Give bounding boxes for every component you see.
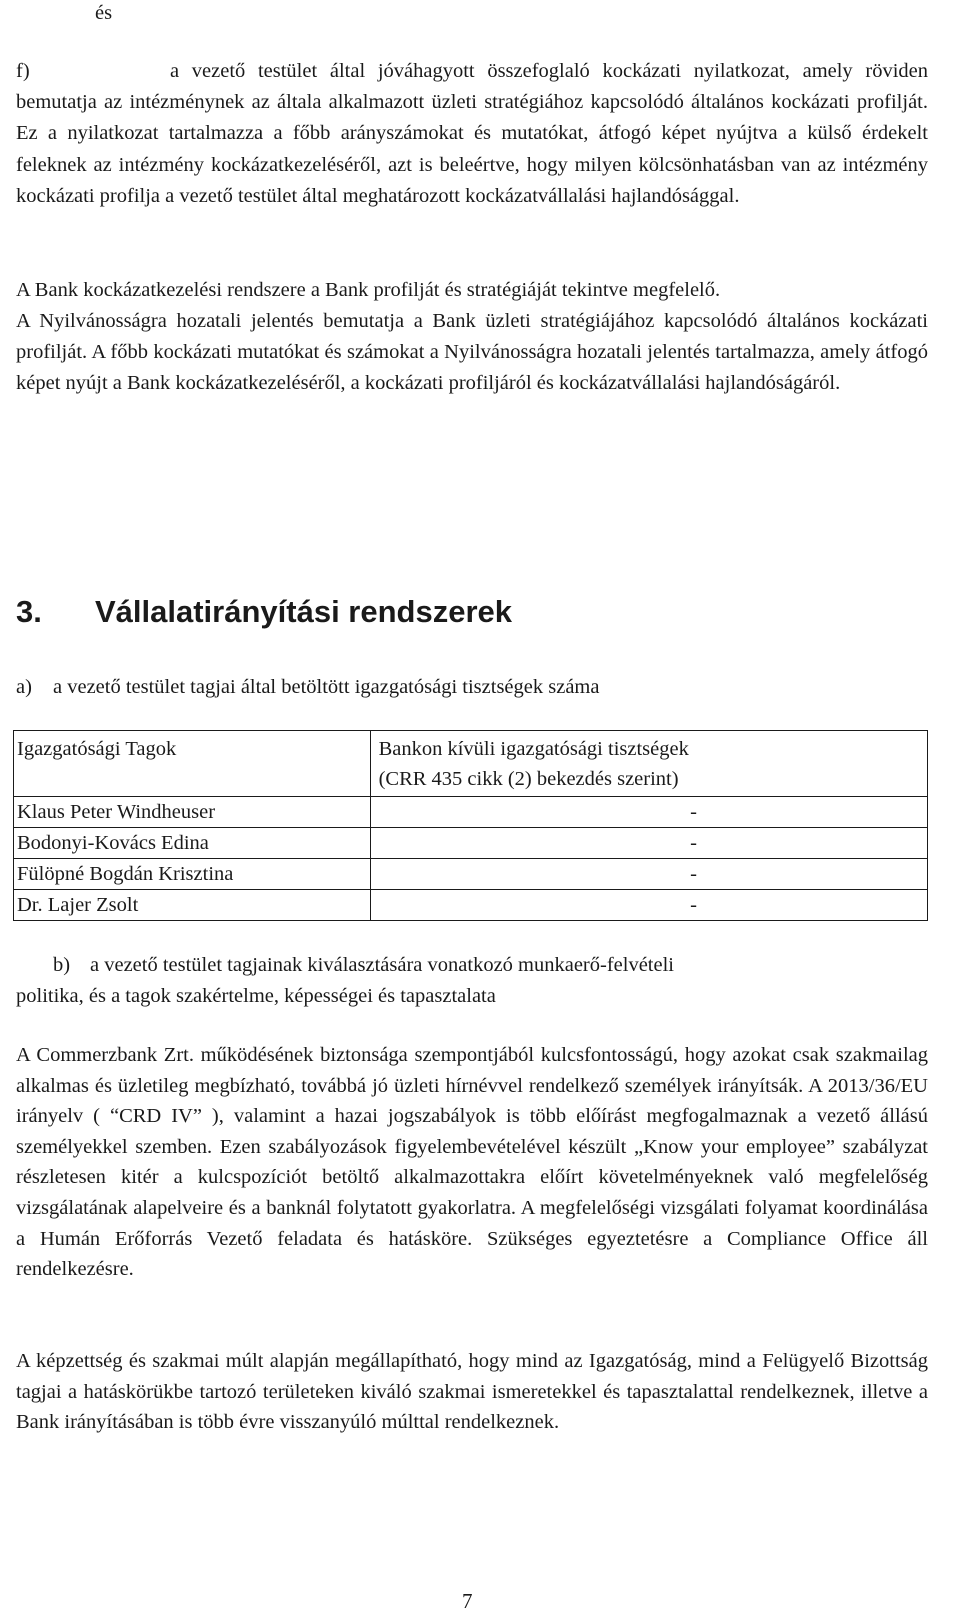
member-external-positions: - — [370, 859, 927, 890]
paragraph-management-suitability: A Commerzbank Zrt. működésének biztonsága szempontjából kulcsfontosságú, hogy azokat csak szakmailag alkalmas és üzletileg megbízható, továbbá jó üzleti hírnévvel rendelkező személyek irányítsák. A 2013/36/EU irányelv ( “CRD IV” ), valamint a hazai jogszabályok is több előírást megfogalmaznak a vezető állású személyekkel szemben. Ezen szabályozások figyelembevételével készült „Know your employee” szabályzat részletesen kitér a kulcspozíciót betöltő alkalmazottakra előírt követelményeknek való megfelelőség vizsgálatának alapelveire és a banknál folytatott gyakorlatra. A megfelelőségi vizsgálati folyamat koordinálása a Humán Erőforrás Vezető feladata és hatásköre. Szükséges egyeztetésre a Compliance Office áll rendelkezésre. — [16, 1044, 928, 1281]
paragraph-disclosure-report: A Nyilvánosságra hozatali jelentés bemutatja a Bank üzleti stratégiájához kapcsolódó általános kockázati profilját. A főbb kockázati mutatókat és számokat a Nyilvánosságra hozatali jelentés tartalmazza, amely átfogó képet nyújt a Bank kockázatkezeléséről, a kockázati profiljáról és kockázatvállalási hajlandóságáról. — [16, 310, 928, 395]
table-header-external-line2: (CRR 435 cikk (2) bekezdés szerint) — [378, 768, 679, 790]
table-header-external-line1: Bankon kívüli igazgatósági tisztségek — [378, 738, 689, 760]
member-name: Dr. Lajer Zsolt — [14, 890, 371, 921]
item-f-text: a vezető testület által jóváhagyott összefoglaló kockázati nyilatkozat, amely röviden bemutatja az intézménynek az általa alkalmazott üzleti stratégiához kapcsolódó általános kockázati profilját. Ez a nyilatkozat tartalmazza a főbb arányszámokat és mutatókat, átfogó képet nyújtva a külső érdekelt feleknek az intézmény kockázatkezeléséről, azt is beleértve, hogy milyen kölcsönhatásban van az intézmény kockázati profilja a vezető testület által meghatározott kockázatvállalási hajlandósággal. — [16, 60, 928, 207]
paragraph-qualifications: A képzettség és szakmai múlt alapján megállapítható, hogy mind az Igazgatóság, mind a Felügyelő Bizottság tagjai a hatáskörükbe tartozó területeken kiváló szakmai ismeretekkel és tapasztalattal rendelkeznek, illetve a Bank irányításában is több évre visszanyúló múlttal rendelkeznek. — [16, 1350, 928, 1434]
page-number: 7 — [462, 1589, 473, 1613]
item-f-paragraph — [16, 56, 928, 212]
paragraph-risk-system: A Bank kockázatkezelési rendszere a Bank profilját és stratégiáját tekintve megfelelő. — [16, 279, 721, 301]
table-row — [14, 797, 928, 828]
subsection-b-text-line2: politika, és a tagok szakértelme, képességei és tapasztalata — [16, 985, 496, 1007]
member-external-positions: - — [370, 828, 927, 859]
member-external-positions: - — [370, 797, 927, 828]
top-fragment: és — [95, 2, 113, 24]
subsection-b-label: b) — [53, 954, 71, 976]
subsection-a-label: a) — [16, 676, 32, 698]
table-row — [14, 859, 928, 890]
table-header-row — [14, 731, 928, 797]
board-positions-table — [13, 730, 928, 921]
subsection-a-text: a vezető testület tagjai által betöltött igazgatósági tisztségek száma — [53, 676, 600, 698]
table-header-external-positions — [370, 731, 927, 797]
subsection-a-heading — [16, 672, 599, 702]
table-row — [14, 828, 928, 859]
member-name: Klaus Peter Windheuser — [14, 797, 371, 828]
section-heading — [16, 592, 512, 632]
member-name: Bodonyi-Kovács Edina — [14, 828, 371, 859]
table-row — [14, 890, 928, 921]
section-number: 3. — [16, 594, 42, 629]
subsection-b-heading-line1 — [16, 950, 674, 980]
member-external-positions: - — [370, 890, 927, 921]
section-title: Vállalatirányítási rendszerek — [95, 594, 513, 629]
table-header-members: Igazgatósági Tagok — [14, 731, 371, 797]
item-f-label: f) — [16, 60, 30, 82]
subsection-b-text-line1: a vezető testület tagjainak kiválasztására vonatkozó munkaerő-felvételi — [90, 954, 674, 976]
member-name: Fülöpné Bogdán Krisztina — [14, 859, 371, 890]
